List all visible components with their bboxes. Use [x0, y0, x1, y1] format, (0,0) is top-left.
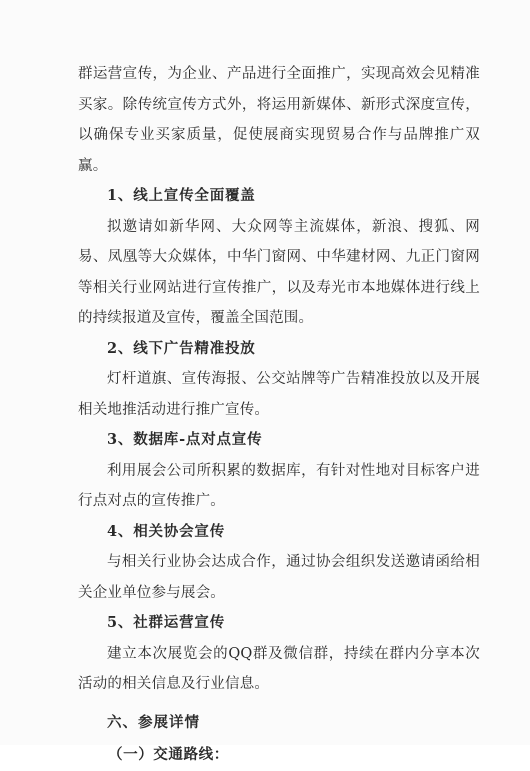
community-promotion-heading: 5、社群运营宣传 — [107, 614, 225, 631]
document-body — [78, 59, 480, 771]
association-promotion-heading: 4、相关协会宣传 — [107, 522, 225, 540]
chapter-title: 六、参展详情 — [107, 713, 200, 731]
online-promotion-paragraph: 拟邀请如新华网、大众网等主流媒体，新浪、搜狐、网易、凤凰等大众媒体，中华门窗网、中华建材网、九正门窗网等相关行业网站进行宣传推广，以及寿光市本地媒体进行线上的持续报道及宣传，覆盖全国范围。 — [78, 218, 480, 326]
community-promotion-paragraph: 建立本次展览会的QQ群及微信群，持续在群内分享本次活动的相关信息及行业信息。 — [78, 645, 480, 692]
traffic-route-subheading: （一）交通路线： — [108, 746, 229, 763]
online-promotion-heading: 1、线上宣传全面覆盖 — [107, 187, 256, 204]
association-promotion-paragraph: 与相关行业协会达成合作，通过协会组织发送邀请函给相关企业单位参与展会。 — [78, 554, 480, 601]
database-promotion-paragraph: 利用展会公司所积累的数据库，有针对性地对目标客户进行点对点的宣传推广。 — [78, 462, 480, 509]
intro-paragraph: 群运营宣传，为企业、产品进行全面推广，实现高效会见精准买家。除传统宣传方式外，将运用新媒体、新形式深度宣传，以确保专业买家质量，促使展商实现贸易合作与品牌推广双赢。 — [78, 66, 480, 174]
offline-advertising-heading: 2、线下广告精准投放 — [107, 339, 256, 357]
offline-advertising-paragraph: 灯杆道旗、宣传海报、公交站牌等广告精准投放以及开展相关地推活动进行推广宣传。 — [78, 371, 480, 418]
database-promotion-heading: 3、数据库-点对点宣传 — [107, 431, 263, 448]
